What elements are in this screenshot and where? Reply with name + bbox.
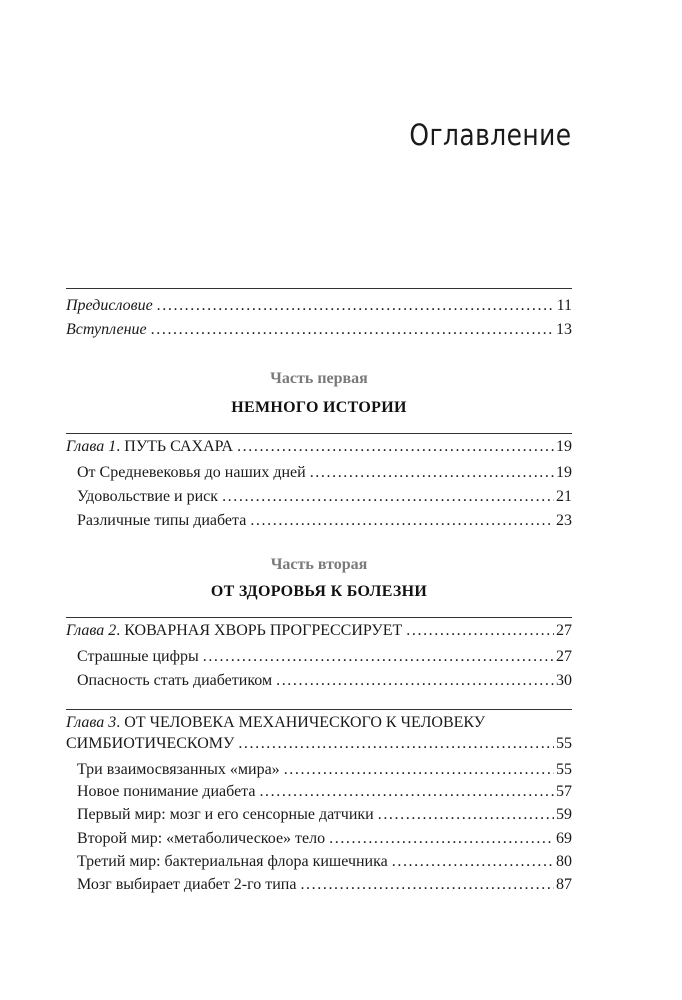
dot-leader [151, 320, 554, 340]
toc-subentry[interactable] [77, 875, 572, 895]
entry-page: 87 [556, 876, 572, 893]
chapter-title-cont: СИМБИОТИЧЕСКОМУ [66, 735, 235, 752]
entry-label: Мозг выбирает диабет 2-го типа [77, 876, 297, 893]
dot-leader [238, 734, 554, 754]
entry-label: Третий мир: бактериальная флора кишечника [77, 853, 388, 870]
dot-leader [203, 647, 554, 667]
toc-subentry[interactable] [77, 463, 572, 483]
chapter-title: . КОВАРНАЯ ХВОРЬ ПРОГРЕССИРУЕТ [116, 622, 403, 639]
chapter-title: . ОТ ЧЕЛОВЕКА МЕХАНИЧЕСКОГО К ЧЕЛОВЕКУ [116, 714, 486, 731]
entry-label: Предисловие [66, 297, 153, 314]
dot-leader [250, 511, 554, 531]
dot-leader [300, 875, 554, 895]
chapter-rule [66, 617, 572, 618]
dot-leader [157, 296, 555, 316]
entry-label: Вступление [66, 321, 147, 338]
entry-label: Опасность стать диабетиком [77, 672, 273, 689]
dot-leader [392, 852, 554, 872]
toc-chapter-3-line1[interactable] [66, 713, 572, 733]
entry-label: Различные типы диабета [77, 512, 247, 529]
toc-entry-preface[interactable] [66, 296, 572, 316]
toc-chapter-1[interactable] [66, 437, 572, 457]
entry-page: 59 [556, 806, 572, 823]
toc-subentry[interactable] [77, 852, 572, 872]
toc-subentry[interactable] [77, 671, 572, 691]
chapter-prefix: Глава 1 [66, 438, 117, 455]
section-title: НЕМНОГО ИСТОРИИ [231, 399, 407, 416]
toc-subentry[interactable] [77, 782, 572, 802]
entry-page: 13 [556, 321, 572, 338]
front-rule [66, 288, 572, 289]
part-label: Часть вторая [270, 556, 368, 573]
dot-leader [237, 437, 554, 457]
dot-leader [284, 760, 554, 780]
toc-subentry[interactable] [77, 647, 572, 667]
toc-subentry[interactable] [77, 487, 572, 507]
chapter-rule [66, 709, 572, 710]
toc-subentry[interactable] [77, 829, 572, 849]
chapter-prefix: Глава 2 [66, 622, 117, 639]
dot-leader [378, 805, 554, 825]
section-title: ОТ ЗДОРОВЬЯ К БОЛЕЗНИ [210, 583, 428, 600]
entry-page: 57 [556, 783, 572, 800]
entry-label: От Средневековья до наших дней [77, 464, 306, 481]
dot-leader [406, 621, 554, 641]
entry-label: Второй мир: «метаболическое» тело [77, 830, 326, 847]
dot-leader [310, 463, 554, 483]
dot-leader [259, 782, 554, 802]
toc-subentry[interactable] [77, 511, 572, 531]
entry-label: Первый мир: мозг и его сенсорные датчики [77, 806, 374, 823]
dot-leader [329, 829, 554, 849]
entry-page: 30 [556, 672, 572, 689]
entry-page: 55 [556, 735, 572, 752]
entry-label: Три взаимосвязанных «мира» [77, 761, 280, 778]
toc-subentry[interactable] [77, 805, 572, 825]
toc-chapter-2[interactable] [66, 621, 572, 641]
entry-page: 27 [556, 622, 572, 639]
entry-page: 27 [556, 648, 572, 665]
entry-label: Удовольствие и риск [77, 488, 219, 505]
toc-chapter-3[interactable] [66, 734, 572, 754]
entry-label: Страшные цифры [77, 648, 199, 665]
chapter-rule [66, 433, 572, 434]
dot-leader [222, 487, 554, 507]
dot-leader [276, 671, 554, 691]
entry-page: 23 [556, 512, 572, 529]
entry-page: 69 [556, 830, 572, 847]
chapter-prefix: Глава 3 [66, 714, 117, 731]
entry-page: 21 [556, 488, 572, 505]
entry-page: 80 [556, 853, 572, 870]
part-label: Часть первая [270, 370, 368, 387]
entry-page: 19 [556, 464, 572, 481]
entry-page: 19 [556, 438, 572, 455]
entry-page: 11 [556, 297, 572, 314]
toc-entry-introduction[interactable] [66, 320, 572, 340]
entry-label: Новое понимание диабета [77, 783, 256, 800]
entry-page: 55 [556, 761, 572, 778]
chapter-title: . ПУТЬ САХАРА [116, 438, 234, 455]
toc-subentry[interactable] [77, 760, 572, 780]
page-title: Оглавление [408, 118, 571, 152]
